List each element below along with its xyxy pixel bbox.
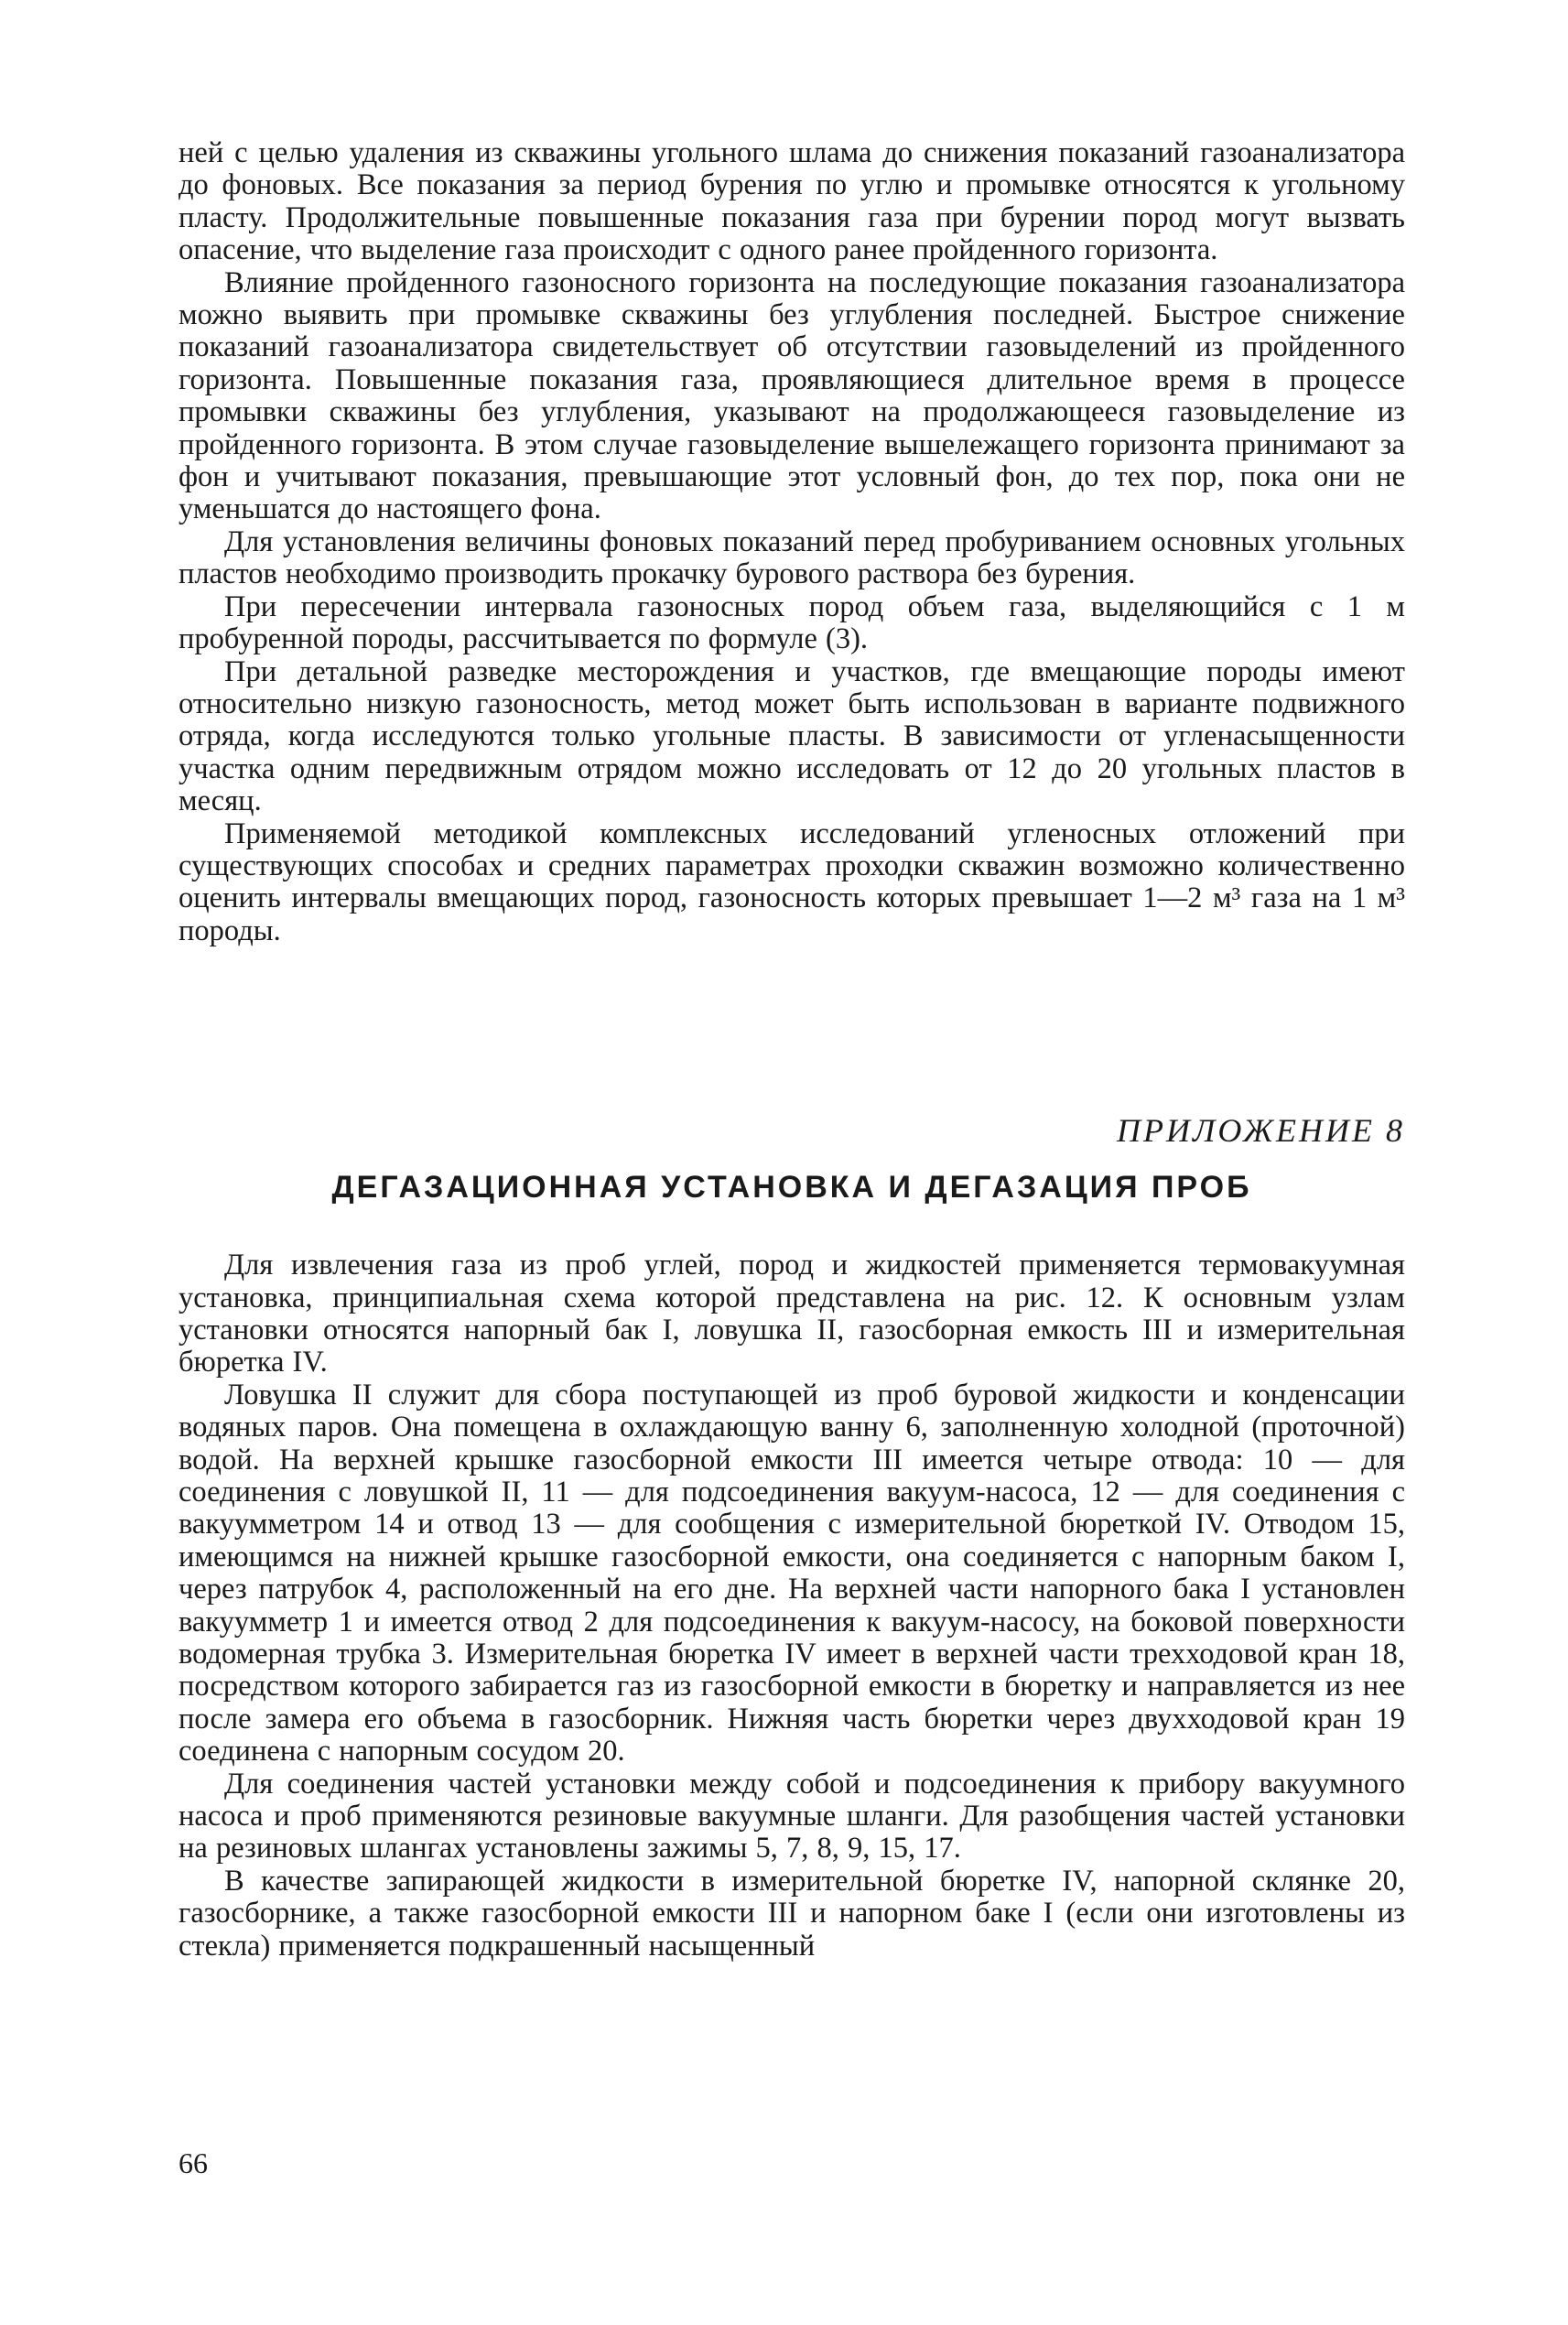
paragraph: При пересечении интервала газоносных пород объем газа, выделяющийся с 1 м пробуренной породы, рассчитывается по формуле (3). bbox=[178, 589, 1405, 656]
paragraph: Для установления величины фоновых показаний перед пробуриванием основных угольных пластов необходимо производить прокачку бурового раствора без бурения. bbox=[178, 524, 1405, 591]
paragraph: В качестве запирающей жидкости в измерительной бюретке IV, напорной склянке 20, газосборнике, а также газосборной емкости III и напорном баке I (если они изготовлены из стекла) применяется подкрашенный насыщенный bbox=[178, 1864, 1405, 1963]
section-title: ДЕГАЗАЦИОННАЯ УСТАНОВКА И ДЕГАЗАЦИЯ ПРОБ bbox=[331, 1170, 1252, 1206]
page-body bbox=[178, 137, 1405, 1963]
appendix-label: ПРИЛОЖЕНИЕ 8 bbox=[1117, 1112, 1405, 1150]
paragraph: Ловушка II служит для сбора поступающей из проб буровой жидкости и конденсации водяных паров. Она помещена в охлаждающую ванну 6, заполненную холодной (проточной) водой. На верхней крышке газосборной емкости III имеется четыре отвода: 10 — для соединения с ловушкой II, 11 — для подсоединения вакуум-насоса, 12 — для соединения с вакуумметром 14 и отвод 13 — для сообщения с измерительной бюреткой IV. Отводом 15, имеющимся на нижней крышке газосборной емкости, она соединяется с напорным баком I, через патрубок 4, расположенный на его дне. На верхней части напорного бака I установлен вакуумметр 1 и имеется отвод 2 для подсоединения к вакуум-насосу, на боковой поверхности водомерная трубка 3. Измерительная бюретка IV имеет в верхней части трехходовой кран 18, посредством которого забирается газ из газосборной емкости в бюретку и направляется из нее после замера его объема в газосборник. Нижняя часть бюретки через двухходовой кран 19 соединена с напорным сосудом 20. bbox=[178, 1378, 1405, 1768]
paragraph: При детальной разведке месторождения и участков, где вмещающие породы имеют относительно низкую газоносность, метод может быть использован в варианте подвижного отряда, когда исследуются только угольные пласты. В зависимости от угленасыщенности участка одним передвижным отрядом можно исследовать от 12 до 20 угольных пластов в месяц. bbox=[178, 654, 1405, 818]
page-number: 66 bbox=[178, 2147, 208, 2179]
paragraph: Применяемой методикой комплексных исследований угленосных отложений при существующих способах и средних параметрах проходки скважин возможно количественно оценить интервалы вмещающих пород, газоносность которых превышает 1—2 м³ газа на 1 м³ породы. bbox=[178, 816, 1405, 947]
paragraph: Влияние пройденного газоносного горизонта на последующие показания газоанализатора можно выявить при промывке скважины без углубления последней. Быстрое снижение показаний газоанализатора свидетельствует об отсутствии газовыделений из пройденного горизонта. Повышенные показания газа, проявляющиеся длительное время в процессе промывки скважины без углубления, указывают на продолжающееся газовыделение из пройденного горизонта. В этом случае газовыделение вышележащего горизонта принимают за фон и учитывают показания, превышающие этот условный фон, до тех пор, пока они не уменьшатся до настоящего фона. bbox=[178, 265, 1405, 526]
paragraph: Для соединения частей установки между собой и подсоединения к прибору вакуумного насоса и проб применяются резиновые вакуумные шланги. Для разобщения частей установки на резиновых шлангах установлены зажимы 5, 7, 8, 9, 15, 17. bbox=[178, 1767, 1405, 1865]
paragraph: ней с целью удаления из скважины угольного шлама до снижения показаний газоанализатора до фоновых. Все показания за период бурения по углю и промывке относятся к угольному пласту. Продолжительные повышенные показания газа при бурении пород могут вызвать опасение, что выделение газа происходит с одного ранее пройденного горизонта. bbox=[178, 136, 1405, 267]
paragraph: Для извлечения газа из проб углей, пород и жидкостей применяется термовакуумная установка, принципиальная схема которой представлена на рис. 12. К основным узлам установки относятся напорный бак I, ловушка II, газосборная емкость III и измерительная бюретка IV. bbox=[178, 1249, 1405, 1379]
